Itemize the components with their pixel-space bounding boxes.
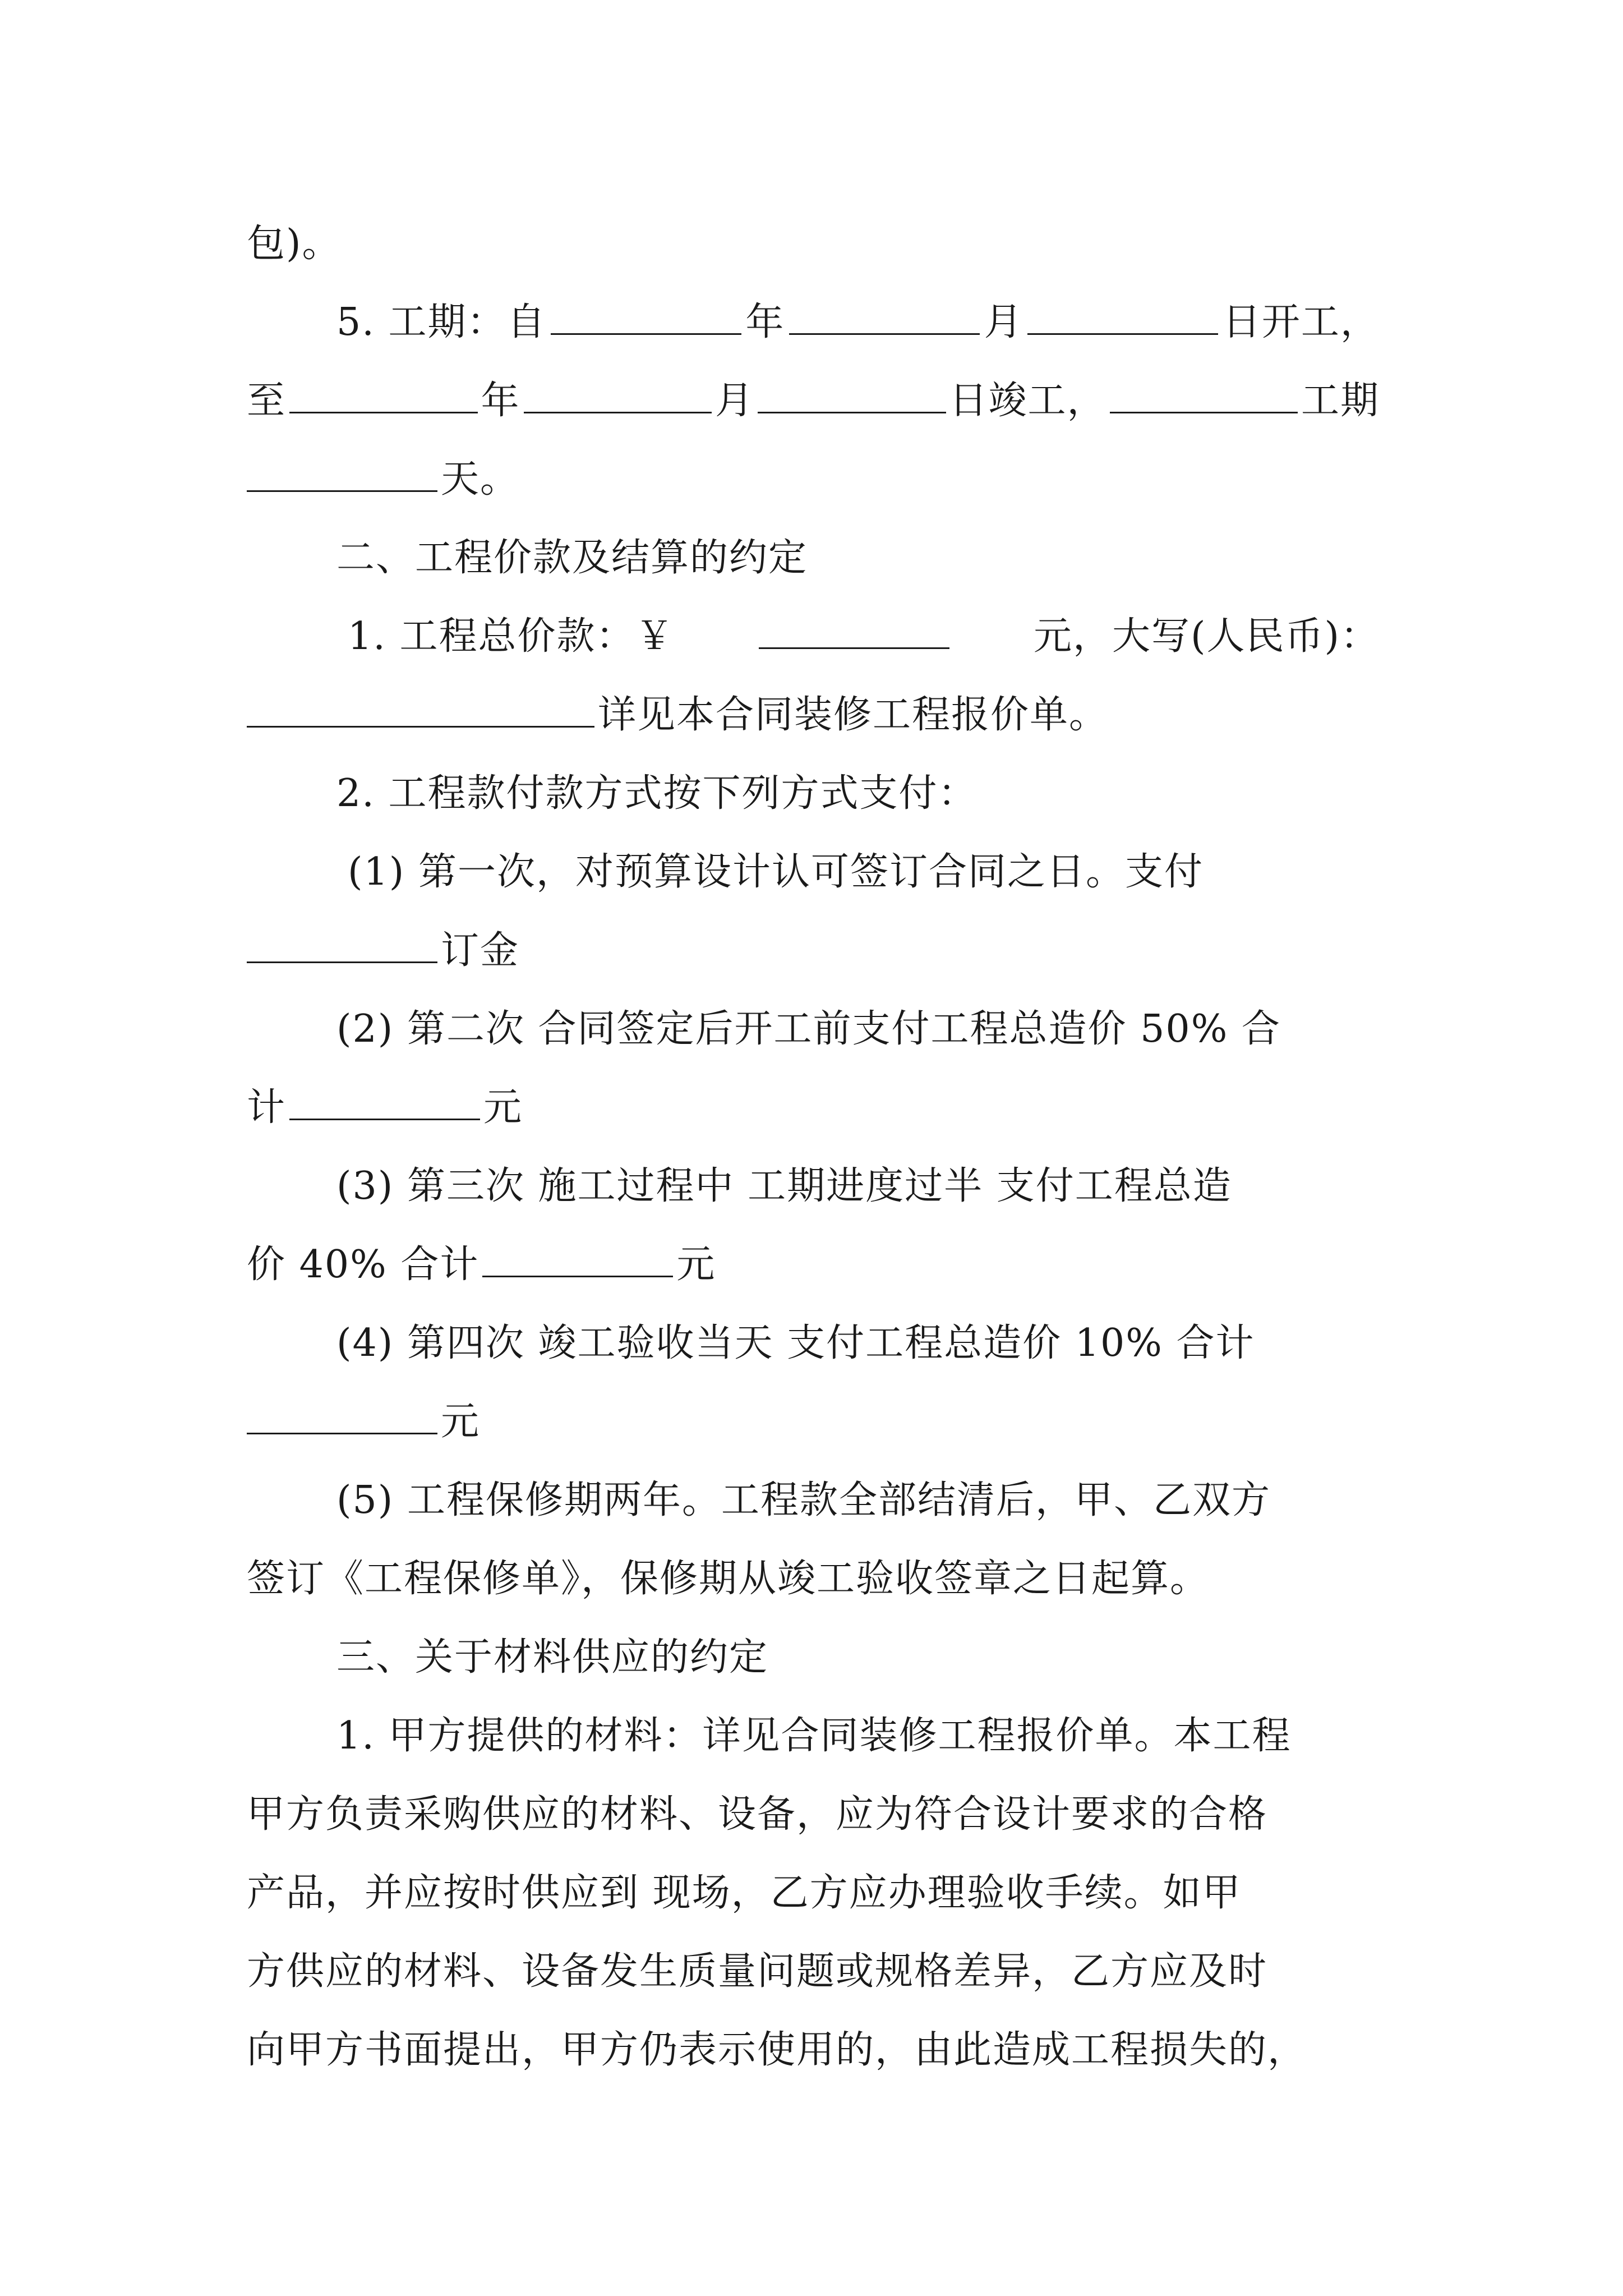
blank-field (524, 378, 712, 413)
text: 方供应的材料、设备发生质量问题或规格差异，乙方应及时 (247, 1949, 1268, 1994)
text: 自 (507, 300, 547, 344)
blank-field (247, 1399, 437, 1434)
text-line (336, 990, 1380, 1069)
blank-field (247, 928, 437, 963)
text: 包)。 (247, 222, 342, 266)
text: 产品，并应按时供应到 现场，乙方应办理验收手续。如甲 (247, 1871, 1242, 1915)
text: 5. 工期： (336, 300, 506, 344)
text: 元 (483, 1085, 523, 1130)
blank-field (1110, 378, 1298, 413)
text: (2) 第二次 合同签定后开工前支付工程总造价 50% 合 (336, 1007, 1281, 1051)
text: 月 (984, 300, 1023, 344)
text: (4) 第四次 竣工验收当天 支付工程总造价 10% 合计 (336, 1321, 1255, 1365)
text: 计 (247, 1085, 287, 1130)
text: 订金 (441, 928, 520, 973)
text: 1. 甲方提供的材料：详见合同装修工程报价单。本工程 (336, 1714, 1292, 1758)
text: 年 (745, 300, 785, 344)
text: (1) 第一次，对预算设计认可签订合同之日。支付 (348, 850, 1204, 894)
text-line (336, 754, 1380, 833)
blank-field (482, 1242, 673, 1277)
text: (3) 第三次 施工过程中 工期进度过半 支付工程总造 (336, 1164, 1232, 1208)
text: 2. 工程款付款方式按下列方式支付： (336, 771, 978, 816)
blank-field (1027, 300, 1218, 335)
text: 价 40% 合计 (247, 1243, 479, 1287)
text: 签订《工程保修单》，保修期从竣工验收签章之日起算。 (247, 1557, 1210, 1601)
text-line (247, 1226, 1380, 1304)
text: 月 (715, 379, 755, 423)
text-line (247, 1775, 1380, 1854)
text: 三、关于材料供应的约定 (336, 1635, 769, 1680)
text: 元 (676, 1243, 716, 1287)
text-line (336, 1147, 1380, 1226)
text: 年 (481, 379, 520, 423)
text-line (336, 1697, 1380, 1775)
text-line-schedule-end (247, 362, 1380, 440)
text-line (247, 2011, 1380, 2090)
text: (5) 工程保修期两年。工程款全部结清后，甲、乙双方 (336, 1478, 1271, 1522)
text-line (348, 833, 1380, 912)
text: 工期 (1301, 379, 1380, 423)
text-line (247, 205, 1380, 283)
text: 元，大写(人民币)： (1033, 614, 1380, 659)
text: 日开工， (1222, 300, 1380, 344)
text-line (247, 1069, 1380, 1147)
blank-field (289, 378, 477, 413)
blank-field (758, 378, 946, 413)
text: 至 (247, 379, 287, 423)
text: 详见本合同装修工程报价单。 (598, 693, 1109, 737)
text-line (336, 1461, 1380, 1540)
text: 日竣工， (949, 379, 1106, 423)
blank-field (551, 300, 741, 335)
text: 1. 工程总价款：￥ (348, 614, 675, 659)
text-line (336, 1304, 1380, 1383)
blank-field (789, 300, 980, 335)
text-line (247, 1540, 1380, 1618)
text: 向甲方书面提出，甲方仍表示使用的，由此造成工程损失的， (247, 2028, 1307, 2072)
section-heading (336, 519, 1380, 597)
text: 天。 (441, 457, 520, 501)
text: 甲方负责采购供应的材料、设备，应为符合设计要求的合格 (247, 1792, 1268, 1837)
text-line (247, 1383, 1380, 1461)
text-line-schedule-start (336, 283, 1380, 362)
text: 元 (441, 1400, 481, 1444)
text-line (247, 1854, 1380, 1932)
blank-field (247, 692, 594, 728)
text-line (247, 1932, 1380, 2011)
blank-field (289, 1085, 480, 1120)
text-line (247, 676, 1380, 754)
text-line (247, 440, 1380, 519)
text-line-total-price (348, 597, 1380, 676)
text-line (247, 912, 1380, 990)
section-heading (336, 1618, 1380, 1697)
blank-field (759, 614, 949, 649)
text: 二、工程价款及结算的约定 (336, 536, 808, 580)
blank-field (247, 457, 437, 492)
